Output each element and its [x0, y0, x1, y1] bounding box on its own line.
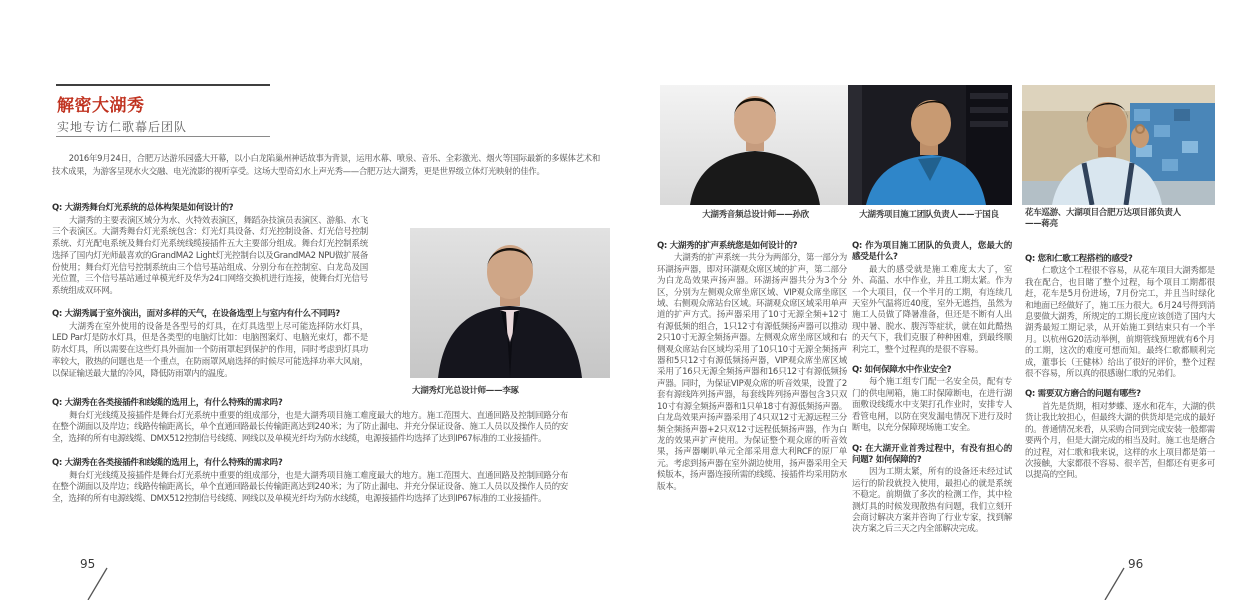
qa-answer: 大湖秀在室外使用的设备是各型号的灯具，在灯具选型上尽可能选择防水灯具，LED Par灯是防水灯具，但是各类型的电脑灯比如：电脑图案灯、电脑光束灯，都不是防水灯具，所以需要在这些灯具外面加一个防雨罩起到保护的作用，同时考虑到灯具功率较大，散热的问题也是一个重点，在防雨罩风扇选择的时候尽可能选择功率大风扇，以保证输送最大量的冷风，降低防雨罩内的温度。 — [52, 321, 368, 379]
column-partnership — [1025, 254, 1215, 491]
intro-paragraph: 2016年9月24日，合肥万达游乐园盛大开幕，以小白龙陷巢州神话故事为背景，运用水幕、喷泉、音乐、全彩激光、烟火等国际最新的多媒体艺术和技术成果，为游客呈现水火交融、电光流影的视听享受。这场大型奇幻水上声光秀——合肥万达大湖秀，更是世界级立体灯光映射的佳作。 — [52, 153, 600, 176]
qa-answer: 大湖秀的主要表演区域分为水、火特效表演区，舞蹈杂技演员表演区、游船、水飞三个表演区。大湖秀舞台灯光系统包含：灯光灯具设备、灯光控制设备、灯光信号控制系统、灯光配电系统及舞台灯光系统线缆接插件五大主要部分组成。舞台灯光控制系统选择了国内灯光师最喜欢的GrandMA2 Light灯光控制台以及GrandMA2 NPU做扩展备份使用；舞台灯光信号控制系统由三个信号基站组成、分别分布在控制室、白龙岛及国光位置，三个信号基站通过单模光纤及华为24口网络交换机进行连接，使舞台灯光信号系统组成双环网。 — [52, 215, 368, 296]
photo-caption-audio-designer: 大湖秀音频总设计师——孙欣 — [702, 210, 809, 220]
column-construction — [852, 241, 1012, 545]
crop-mark-left — [82, 566, 112, 600]
title-rule-top — [56, 84, 270, 86]
qa-question: Q: 如何保障水中作业安全? — [852, 365, 952, 376]
qa-block-premiere-worries — [852, 444, 1012, 536]
qa-question: Q: 需要双方磨合的问题有哪些? — [1025, 389, 1141, 400]
qa-question: Q: 作为项目施工团队的负责人，您最大的感受是什么? — [852, 241, 1012, 263]
photo-caption-lighting-designer: 大湖秀灯光总设计师——李琢 — [412, 386, 519, 396]
portrait-illustration — [660, 85, 851, 205]
qa-answer: 每个施工组专门配一名安全员，配有专门的供电闸箱，施工时保障断电，在进行湖面敷设线缆水中支架打孔作业时，安排专人看管电闸，以防在突发漏电情况下进行及时断电，以充分保障现场施工安全。 — [852, 377, 1012, 434]
photo-construction-lead — [848, 85, 1012, 205]
qa-block-connectors-1 — [52, 398, 568, 446]
qa-block-sound-design — [657, 241, 847, 493]
qa-question: Q: 大湖秀的扩声系统您是如何设计的? — [657, 241, 798, 251]
qa-question: Q: 大湖秀在各类接插件和线缆的选用上，有什么特殊的需求吗? — [52, 458, 283, 468]
qa-question: Q: 大湖秀属于室外演出，面对多样的天气，在设备选型上与室内有什么不同吗? — [52, 309, 340, 319]
qa-answer: 首先是货期，相对梦蝶、逐水和花车，大湖的供货让我比较担心，但最终大湖的供货却是完成的最好的。普通情况来看，从采购合同到完成安装一般都需要两个月，但是大湖完成的相当及时。施工也是磨合的过程，对仁歌和我来说，这样的水上项目都是第一次接触，大家都很不容易、很辛苦，但都还有更多可以提高的空间。 — [1025, 401, 1215, 481]
qa-block-outdoor-equipment — [52, 309, 368, 380]
qa-block-cooperation-issues — [1025, 389, 1215, 481]
crop-mark-right — [1098, 566, 1128, 600]
page-number-left: 95 — [80, 557, 96, 571]
photo-project-head — [1022, 85, 1215, 205]
qa-block-lighting-architecture — [52, 203, 368, 298]
qa-answer: 舞台灯光线缆及接插件是舞台灯光系统中重要的组成部分，也是大湖秀项目施工难度最大的地方。施工范围大、直通回路及控制回路分布在整个湖面以及岸边；线路传输距离长，单个直通回路最长传输距离达到240米；为了防止漏电、并充分保证设备、施工人员以及操作人员的安全，选择的所有电源线缆、DMX512控制信号线缆、网线以及单模光纤均为防水线缆，电源接插件均选择了达到IP67标准的工业接插件。 — [52, 470, 568, 505]
qa-question: Q: 您和仁歌工程搭档的感受? — [1025, 254, 1133, 264]
qa-answer: 因为工期太紧，所有的设备还未经过试运行的阶段就投入使用，最担心的就是系统不稳定。前期做了多次的检测工作，其中检测灯具的时候发现散热有问题，我们立刻开会商讨解决方案并咨询了行业专家，找到解决方案之后三天之内全部解决完成。 — [852, 467, 1012, 535]
qa-answer: 舞台灯光线缆及接插件是舞台灯光系统中重要的组成部分，也是大湖秀项目施工难度最大的地方。施工范围大、直通回路及控制回路分布在整个湖面以及岸边；线路传输距离长，单个直通回路最长传输距离达到240米；为了防止漏电、并充分保证设备、施工人员以及操作人员的安全，选择的所有电源线缆、DMX512控制信号线缆、网线以及单模光纤均为防水线缆，电源接插件均选择了达到IP67标准的工业接插件。 — [52, 410, 568, 445]
qa-block-water-safety — [852, 365, 1012, 434]
qa-answer: 仁歌这个工程很不容易，从花车项目大湖秀都是我在配合，也目睹了整个过程，每个项目工期都很赶，花车是5月份进场，7月份完工，并且当时绿化和地面已经做好了，施工压力很大。6月24号得到消息要做大湖秀，所规定的工期长度应该创造了国内大湖秀最短工期记录，从开始施工到结束只有一个半月。以杭州G20活动举例，前期管线预埋就有6个月的工期，这次的难度可想而知。最终仁歌都顺利完成，董事长（王健林）给出了很好的评价，整个过程很不容易，所以真的很感谢仁歌的兄弟们。 — [1025, 266, 1215, 380]
portrait-illustration — [410, 228, 610, 378]
portrait-illustration — [1022, 85, 1215, 205]
page-subtitle: 实地专访仁歌幕后团队 — [57, 120, 188, 134]
photo-caption-construction-lead: 大湖秀项目施工团队负责人——于国良 — [859, 210, 999, 220]
qa-answer: 最大的感受就是施工难度太大了，室外、高温、水中作业，并且工期太紧。作为一个大项目，仅一个半月的工期，有连续几天室外气温将近40度，室外无遮挡，虽然为施工人员做了降暑准备，但还是不断有人出现中暑、脱水、腹泻等症状，就在如此酷热的天气下，我们克服了种种困难，到最终顺利完工，整个过程真的是很不容易。 — [852, 264, 1012, 355]
photo-lighting-designer — [410, 228, 610, 378]
portrait-illustration — [848, 85, 1012, 205]
qa-block-connectors-2 — [52, 458, 568, 506]
qa-block-biggest-feeling — [852, 241, 1012, 356]
qa-question: Q: 大湖秀舞台灯光系统的总体构架是如何设计的? — [52, 203, 234, 213]
qa-block-partner-feeling — [1025, 254, 1215, 380]
photo-audio-designer — [660, 85, 851, 205]
page-number-right: 96 — [1128, 557, 1144, 571]
qa-answer: 大湖秀的扩声系统一共分为两部分，第一部分为环湖扬声器，即对环湖观众席区域的扩声，第二部分为白龙岛效果声扬声器。环湖扬声器共分为3个分区，分别为左侧观众席坐席区域、VIP观众席坐席区域、右侧观众席站台区域。环湖观众席区域采用单声道的扩声方式。扬声器采用了10寸无源全频+12寸有源低频的组合，1只12寸有源低频扬声器可以推动2只10寸无源全频扬声器。左侧观众席坐席区域和右侧观众席站台区域均采用了10只10寸无源全频扬声器和5只12寸有源低频扬声器，VIP观众席坐席区域采用了16只无源全频扬声器和16只12寸有源低频扬声器。同时，为保证VIP观众席的听音效果，设置了2套有源线阵列扬声器，每套线阵列扬声器包含3只双10寸有源全频扬声器和1只单18寸有源低频扬声器。白龙岛效果声扬声器采用了4只双12寸无源远程三分频全频扬声器+2只双12寸远程低频扬声器，作为白龙的效果声扩声使用。为保证整个观众席的听音效果，扬声器喇叭单元全部采用意大利RCF的原厂单元。考虑到扬声器在室外湖边使用，扬声器采用全天候版本，扬声器连接所需的线缆、接插件均采用防水版本。 — [657, 253, 847, 492]
title-rule-bottom — [56, 136, 270, 137]
column-audio-system — [657, 241, 847, 502]
photo-caption-project-head: 花车巡游、大湖项目合肥万达项目部负责人——蒋亮 — [1025, 208, 1181, 229]
qa-question: Q: 大湖秀在各类接插件和线缆的选用上，有什么特殊的需求吗? — [52, 398, 283, 408]
page-title: 解密大湖秀 — [57, 96, 145, 116]
qa-question: Q: 在大湖开业首秀过程中，有没有担心的问题? 如何保障的? — [852, 443, 1012, 465]
